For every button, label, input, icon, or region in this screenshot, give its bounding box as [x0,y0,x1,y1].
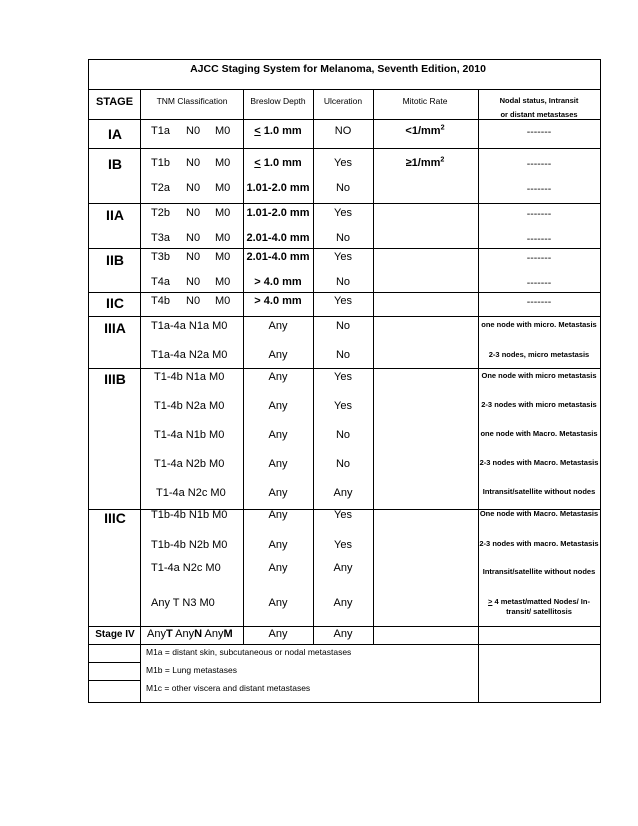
tnm-classification: T1b-4b N2b M0 [151,539,228,551]
breslow-depth: > 4.0 mm [254,276,302,288]
nodal-status: One node with Macro. Metastasis [479,509,599,518]
mitotic-rate: $\ge 1/mm^2$ [405,155,445,169]
tnm-n: N0 [186,182,201,194]
header-nodal-1: Nodal status, Intransit [499,96,579,105]
nodal-status: 2-3 nodes with micro metastasis [481,400,597,409]
nodal-status: 2-3 nodes with Macro. Metastasis [479,458,599,467]
stage-label: IIIA [104,320,126,336]
breslow-depth: Any [268,487,288,499]
tnm-n: N0 [186,157,201,169]
breslow-depth: 2.01-4.0 mm [246,251,310,263]
tnm-classification: T1a-4a N2a M0 [151,349,228,361]
nodal-status: ------- [526,183,552,195]
footnote-m1b: M1b = Lung metastases [146,665,237,675]
ulceration: No [335,458,351,470]
tnm-classification: T1-4a N1b M0 [154,429,225,441]
breslow-depth: Any [268,562,288,574]
stage-label: IIB [106,252,124,268]
breslow-depth: Any [268,400,288,412]
breslow-depth: Any [268,628,288,640]
stage-label: IIIC [104,510,126,526]
breslow-depth: Any [268,429,288,441]
ulceration: Any [333,487,353,499]
nodal-status: ------- [526,158,552,170]
tnm-m: M0 [215,182,231,194]
tnm-classification: T1b-4b N1b M0 [151,509,228,521]
tnm-m: M0 [215,125,231,137]
tnm-t: T4a [151,276,170,288]
breslow-depth: 2.01-4.0 mm [246,232,310,244]
stage-label: IA [108,126,122,142]
tnm-t: T2b [151,207,170,219]
header-breslow: Breslow Depth [250,96,306,106]
tnm-t: T3a [151,232,170,244]
tnm-m: M0 [215,207,231,219]
ulceration: Yes [334,295,352,307]
tnm-t: T4b [151,295,170,307]
nodal-status: ------- [526,296,552,308]
breslow-depth: > 4.0 mm [254,295,302,307]
ulceration: Yes [334,157,352,169]
tnm-n: N0 [186,207,201,219]
breslow-depth: < 1.0 mm [254,157,302,169]
breslow-depth: Any [268,597,288,609]
mitotic-rate: $<1/mm^2$ [405,123,445,137]
tnm-t: T1a [151,125,170,137]
header-ulceration: Ulceration [323,96,363,106]
tnm-m: M0 [215,276,231,288]
tnm-classification: AnyT AnyN AnyM [147,628,233,640]
header-mitotic: Mitotic Rate [402,96,448,106]
ulceration: No [335,320,351,332]
ulceration: NO [334,125,352,137]
tnm-classification: Any T N3 M0 [151,597,215,609]
tnm-m: M0 [215,295,231,307]
tnm-t: T3b [151,251,170,263]
stage-label: IIIB [104,371,126,387]
ulceration: Yes [334,400,352,412]
nodal-status: ------- [526,208,552,220]
tnm-classification: T1-4a N2b M0 [154,458,225,470]
breslow-depth: Any [268,349,288,361]
nodal-status: > 4 metast/matted Nodes/ In-transit/ satellitosis [488,597,590,616]
stage-label: IB [108,156,122,172]
tnm-t: T1b [151,157,170,169]
nodal-status: 2-3 nodes with macro. Metastasis [479,539,599,548]
nodal-status: ------- [526,233,552,245]
tnm-classification: T1-4a N2c M0 [156,487,226,499]
breslow-depth: 1.01-2.0 mm [246,182,310,194]
tnm-classification: T1-4b N1a M0 [154,371,225,383]
tnm-classification: T1-4b N2a M0 [154,400,225,412]
ulceration: No [335,349,351,361]
table-title: AJCC Staging System for Melanoma, Seventh Edition, 2010 [190,63,486,75]
header-stage: STAGE [96,96,134,108]
nodal-status: ------- [526,252,552,264]
tnm-m: M0 [215,232,231,244]
footnote-m1a: M1a = distant skin, subcutaneous or nodal metastases [146,647,352,657]
ulceration: No [335,232,351,244]
tnm-n: N0 [186,125,201,137]
ulceration: No [335,429,351,441]
ulceration: Yes [334,207,352,219]
nodal-status: Intransit/satellite without nodes [482,487,596,496]
nodal-status: 2-3 nodes, micro metastasis [488,350,590,359]
breslow-depth: Any [268,539,288,551]
tnm-t: T2a [151,182,170,194]
tnm-n: N0 [186,276,201,288]
ulceration: Any [333,597,353,609]
nodal-status: ------- [526,126,552,138]
breslow-depth: Any [268,320,288,332]
stage-label: IIC [106,295,124,311]
ulceration: No [335,276,351,288]
tnm-m: M0 [215,157,231,169]
breslow-depth: Any [268,509,288,521]
stage-label: Stage IV [95,629,135,640]
header-nodal-2: or distant metastases [500,110,578,119]
nodal-status: ------- [526,277,552,289]
header-tnm: TNM Classification [156,96,228,106]
footnote-m1c: M1c = other viscera and distant metastases [146,683,311,693]
ulceration: Yes [334,251,352,263]
breslow-depth: Any [268,458,288,470]
ulceration: Yes [334,371,352,383]
ulceration: Yes [334,539,352,551]
nodal-status: one node with micro. Metastasis [481,320,597,329]
tnm-m: M0 [215,251,231,263]
ulceration: Yes [334,509,352,521]
stage-label: IIA [106,207,124,223]
tnm-n: N0 [186,232,201,244]
ulceration: Any [333,562,353,574]
tnm-classification: T1-4a N2c M0 [151,562,221,574]
breslow-depth: 1.01-2.0 mm [246,207,310,219]
breslow-depth: < 1.0 mm [254,125,302,137]
tnm-n: N0 [186,251,201,263]
nodal-status: Intransit/satellite without nodes [482,567,596,576]
tnm-classification: T1a-4a N1a M0 [151,320,228,332]
ulceration: No [335,182,351,194]
tnm-n: N0 [186,295,201,307]
nodal-status: One node with micro metastasis [481,371,597,380]
nodal-status: one node with Macro. Metastasis [480,429,598,438]
breslow-depth: Any [268,371,288,383]
ulceration: Any [333,628,353,640]
